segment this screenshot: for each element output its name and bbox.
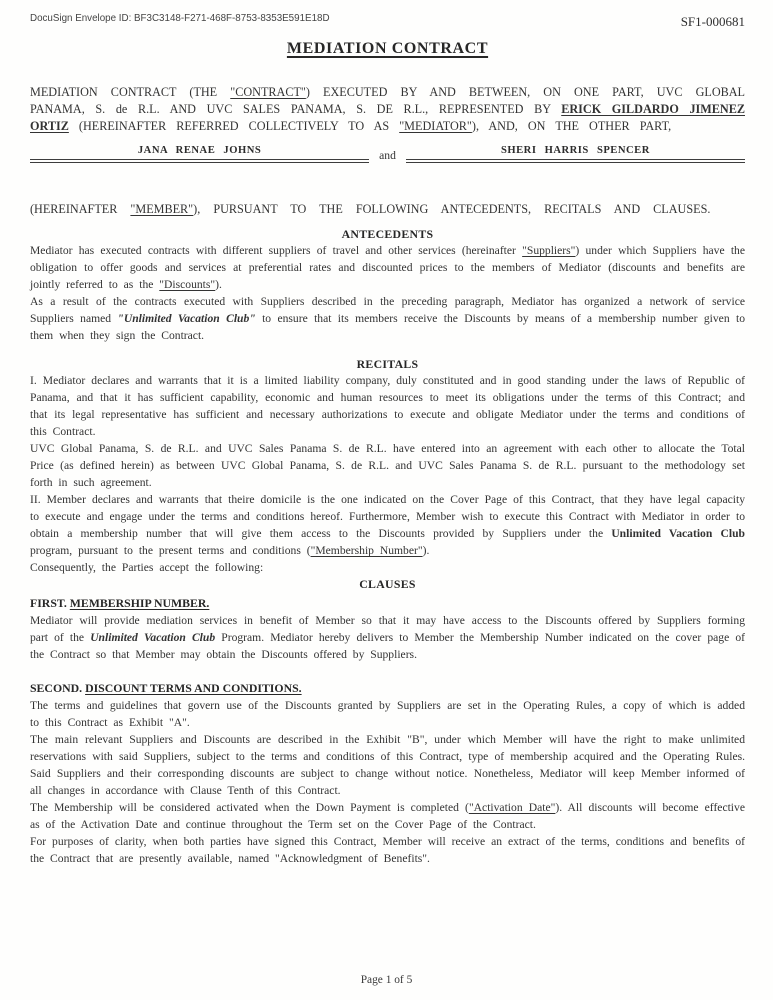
recital-2-paragraph: II. Member declares and warrants that theire domicile is the one indicated on the Cover Page of this Contract, that they have legal capacity to execute and engage under the terms and conditions hereof. Furthermore, Member wish to execute this Contract with Mediator in order to obtain a membership number that will give them access to the Discounts provided by Suppliers under the Unlimited Vacation Club program, pursuant to the present terms and conditions ("Membership Number").: [30, 493, 745, 557]
document-number: SF1-000681: [680, 14, 745, 29]
consequently-line: Consequently, the Parties accept the following:: [30, 561, 264, 574]
antecedents-paragraph-1: Mediator has executed contracts with different suppliers of travel and other services (hereinafter "Suppliers") under which Suppliers have the obligation to offer goods and services at preferential rates and discounted prices to the members of Mediator (discounts and benefits are jointly referred to as the "Discounts").: [30, 244, 745, 291]
page-header: [30, 9, 745, 30]
antecedents-paragraph-2: As a result of the contracts executed with Suppliers described in the preceding paragraph, Mediator has organized a network of service Suppliers named "Unlimited Vacation Club" to ensure that its members receive the Discounts by means of a membership number given to them when they sign the Contract.: [30, 295, 745, 342]
clause-second-paragraph-4: For purposes of clarity, when both parties have signed this Contract, Member will receive an extract of the terms, conditions and benefits of the Contract that are presently available, named "Acknowledgment of Benefits".: [30, 835, 745, 865]
antecedents-heading: ANTECEDENTS: [341, 227, 434, 241]
clauses-heading: CLAUSES: [359, 577, 416, 591]
recital-1-paragraph: I. Mediator declares and warrants that it is a limited liability company, duly constituted and in good standing under the laws of Republic of Panama, and that it has sufficient capability, economic and human resources to meet its obligations under the terms of this Contract; and that its legal representative has sufficient and necessary authorizations to execute and obligate Mediator under the terms and conditions of this Contract.: [30, 374, 745, 438]
clause-second-paragraph-3: The Membership will be considered activated when the Down Payment is completed ("Activation Date"). All discounts will become effective as of the Activation Date and continue throughout the Term set on the Cover Page of the Contract.: [30, 801, 745, 831]
page-number: Page 1 of 5: [360, 974, 413, 986]
signatory-name-1: JANA RENAE JOHNS: [30, 145, 369, 163]
clause-second-paragraph-1: The terms and guidelines that govern use of the Discounts granted by Suppliers are set in the Operating Rules, a copy of which is added to this Contract as Exhibit "A".: [30, 699, 745, 729]
recitals-heading: RECITALS: [356, 357, 419, 371]
docusign-envelope-id: DocuSign Envelope ID: BF3C3148-F271-468F-8753-8353E591E18D: [30, 13, 330, 24]
clause-first-heading: FIRST. MEMBERSHIP NUMBER.: [30, 596, 210, 610]
clause-first-body: Mediator will provide mediation services in benefit of Member so that it may have access to the Discounts offered by Suppliers forming part of the Unlimited Vacation Club Program. Mediator hereby delivers to Member the Membership Number indicated on the cover page of the Contract so that Member may obtain the Discounts offered by Suppliers.: [30, 614, 745, 661]
clause-second-heading: SECOND. DISCOUNT TERMS AND CONDITIONS.: [30, 681, 302, 695]
signatory-connector: and: [379, 149, 396, 162]
member-clause-paragraph: (HEREINAFTER "MEMBER"), PURSUANT TO THE FOLLOWING ANTECEDENTS, RECITALS AND CLAUSES.: [30, 202, 711, 216]
intro-paragraph: MEDIATION CONTRACT (THE "CONTRACT") EXECUTED BY AND BETWEEN, ON ONE PART, UVC GLOBAL PANAMA, S. de R.L. AND UVC SALES PANAMA, S. DE R.L., REPRESENTED BY ERICK GILDARDO JIMENEZ ORTIZ (HEREINAFTER REFERRED COLLECTIVELY TO AS "MEDIATOR"), AND, ON THE OTHER PART,: [30, 85, 745, 133]
clause-second-paragraph-2: The main relevant Suppliers and Discounts are described in the Exhibit "B", under which Member will have the right to make unlimited reservations with said Suppliers, subject to the terms and conditions of this Contract, type of membership acquired and the Operating Rules. Said Suppliers and their corresponding discounts are subject to change without notice. Nonetheless, Mediator will keep Member informed of all changes in accordance with Clause Tenth of this Contract.: [30, 733, 745, 797]
signatory-name-2: SHERI HARRIS SPENCER: [406, 145, 745, 163]
signatory-row: [30, 145, 745, 163]
recital-allocation-paragraph: UVC Global Panama, S. de R.L. and UVC Sales Panama S. de R.L. have entered into an agreement with each other to allocate the Total Price (as defined herein) as between UVC Global Panama, S. de R.L. and UVC Sales Panama S. de R.L. pursuant to the methodology set forth in such agreement.: [30, 442, 745, 489]
document-title: MEDIATION CONTRACT: [286, 40, 489, 57]
